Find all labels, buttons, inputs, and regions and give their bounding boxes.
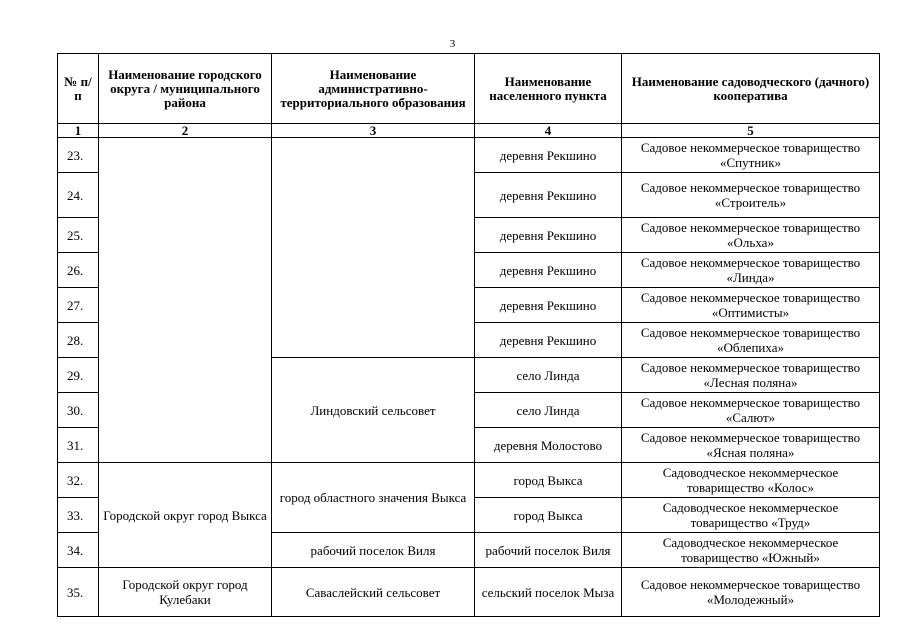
row-number: 34. (58, 533, 99, 568)
row-number: 29. (58, 358, 99, 393)
settlement-cell: сельский поселок Мыза (475, 568, 622, 617)
settlement-cell: город Выкса (475, 498, 622, 533)
admin-unit-cell: Саваслейский сельсовет (272, 568, 475, 617)
settlement-cell: деревня Рекшино (475, 323, 622, 358)
table-row (58, 138, 880, 173)
cooperative-cell: Садовое некоммерческое товарищество «Лесная поляна» (622, 358, 880, 393)
cooperative-cell: Садовое некоммерческое товарищество «Строитель» (622, 173, 880, 218)
district-cell: Городской округ город Выкса (99, 463, 272, 568)
cooperative-cell: Садовое некоммерческое товарищество «Ясная поляна» (622, 428, 880, 463)
row-number: 31. (58, 428, 99, 463)
admin-unit-cell: город областного значения Выкса (272, 463, 475, 533)
table-header-row (58, 54, 880, 124)
cooperative-cell: Садовое некоммерческое товарищество «Облепиха» (622, 323, 880, 358)
column-number: 4 (475, 124, 622, 138)
page-number: 3 (449, 38, 456, 50)
settlement-cell: деревня Рекшино (475, 253, 622, 288)
column-number-row (58, 124, 880, 138)
row-number: 33. (58, 498, 99, 533)
settlement-cell: деревня Молостово (475, 428, 622, 463)
header-cooperative: Наименование садоводческого (дачного) кооператива (622, 54, 880, 124)
column-number: 3 (272, 124, 475, 138)
table-row (58, 463, 880, 498)
cooperative-cell: Садовое некоммерческое товарищество «Линда» (622, 253, 880, 288)
column-number: 2 (99, 124, 272, 138)
cooperative-cell: Садоводческое некоммерческое товарищество «Труд» (622, 498, 880, 533)
row-number: 30. (58, 393, 99, 428)
settlement-cell: село Линда (475, 393, 622, 428)
header-admin-unit: Наименование административно-территориального образования (272, 54, 475, 124)
row-number: 28. (58, 323, 99, 358)
settlement-cell: деревня Рекшино (475, 288, 622, 323)
cooperative-cell: Садовое некоммерческое товарищество «Салют» (622, 393, 880, 428)
settlement-cell: деревня Рекшино (475, 173, 622, 218)
cooperative-cell: Садовое некоммерческое товарищество «Молодежный» (622, 568, 880, 617)
settlement-cell: деревня Рекшино (475, 138, 622, 173)
row-number: 23. (58, 138, 99, 173)
settlement-cell: рабочий поселок Виля (475, 533, 622, 568)
column-number: 1 (58, 124, 99, 138)
cooperative-cell: Садоводческое некоммерческое товарищество «Южный» (622, 533, 880, 568)
cooperatives-table (57, 53, 880, 617)
district-cell-empty (99, 138, 272, 463)
admin-unit-cell: рабочий поселок Виля (272, 533, 475, 568)
settlement-cell: город Выкса (475, 463, 622, 498)
header-settlement: Наименование населенного пункта (475, 54, 622, 124)
row-number: 27. (58, 288, 99, 323)
row-number: 32. (58, 463, 99, 498)
row-number: 25. (58, 218, 99, 253)
cooperative-cell: Садовое некоммерческое товарищество «Оптимисты» (622, 288, 880, 323)
cooperative-cell: Садовое некоммерческое товарищество «Спутник» (622, 138, 880, 173)
cooperative-cell: Садоводческое некоммерческое товарищество «Колос» (622, 463, 880, 498)
admin-unit-cell: Линдовский сельсовет (272, 358, 475, 463)
table-row (58, 568, 880, 617)
row-number: 24. (58, 173, 99, 218)
row-number: 35. (58, 568, 99, 617)
settlement-cell: село Линда (475, 358, 622, 393)
cooperative-cell: Садовое некоммерческое товарищество «Ольха» (622, 218, 880, 253)
admin-unit-cell-empty (272, 138, 475, 358)
row-number: 26. (58, 253, 99, 288)
settlement-cell: деревня Рекшино (475, 218, 622, 253)
district-cell: Городской округ город Кулебаки (99, 568, 272, 617)
header-number: № п/п (58, 54, 99, 124)
column-number: 5 (622, 124, 880, 138)
header-district: Наименование городского округа / муниципального района (99, 54, 272, 124)
